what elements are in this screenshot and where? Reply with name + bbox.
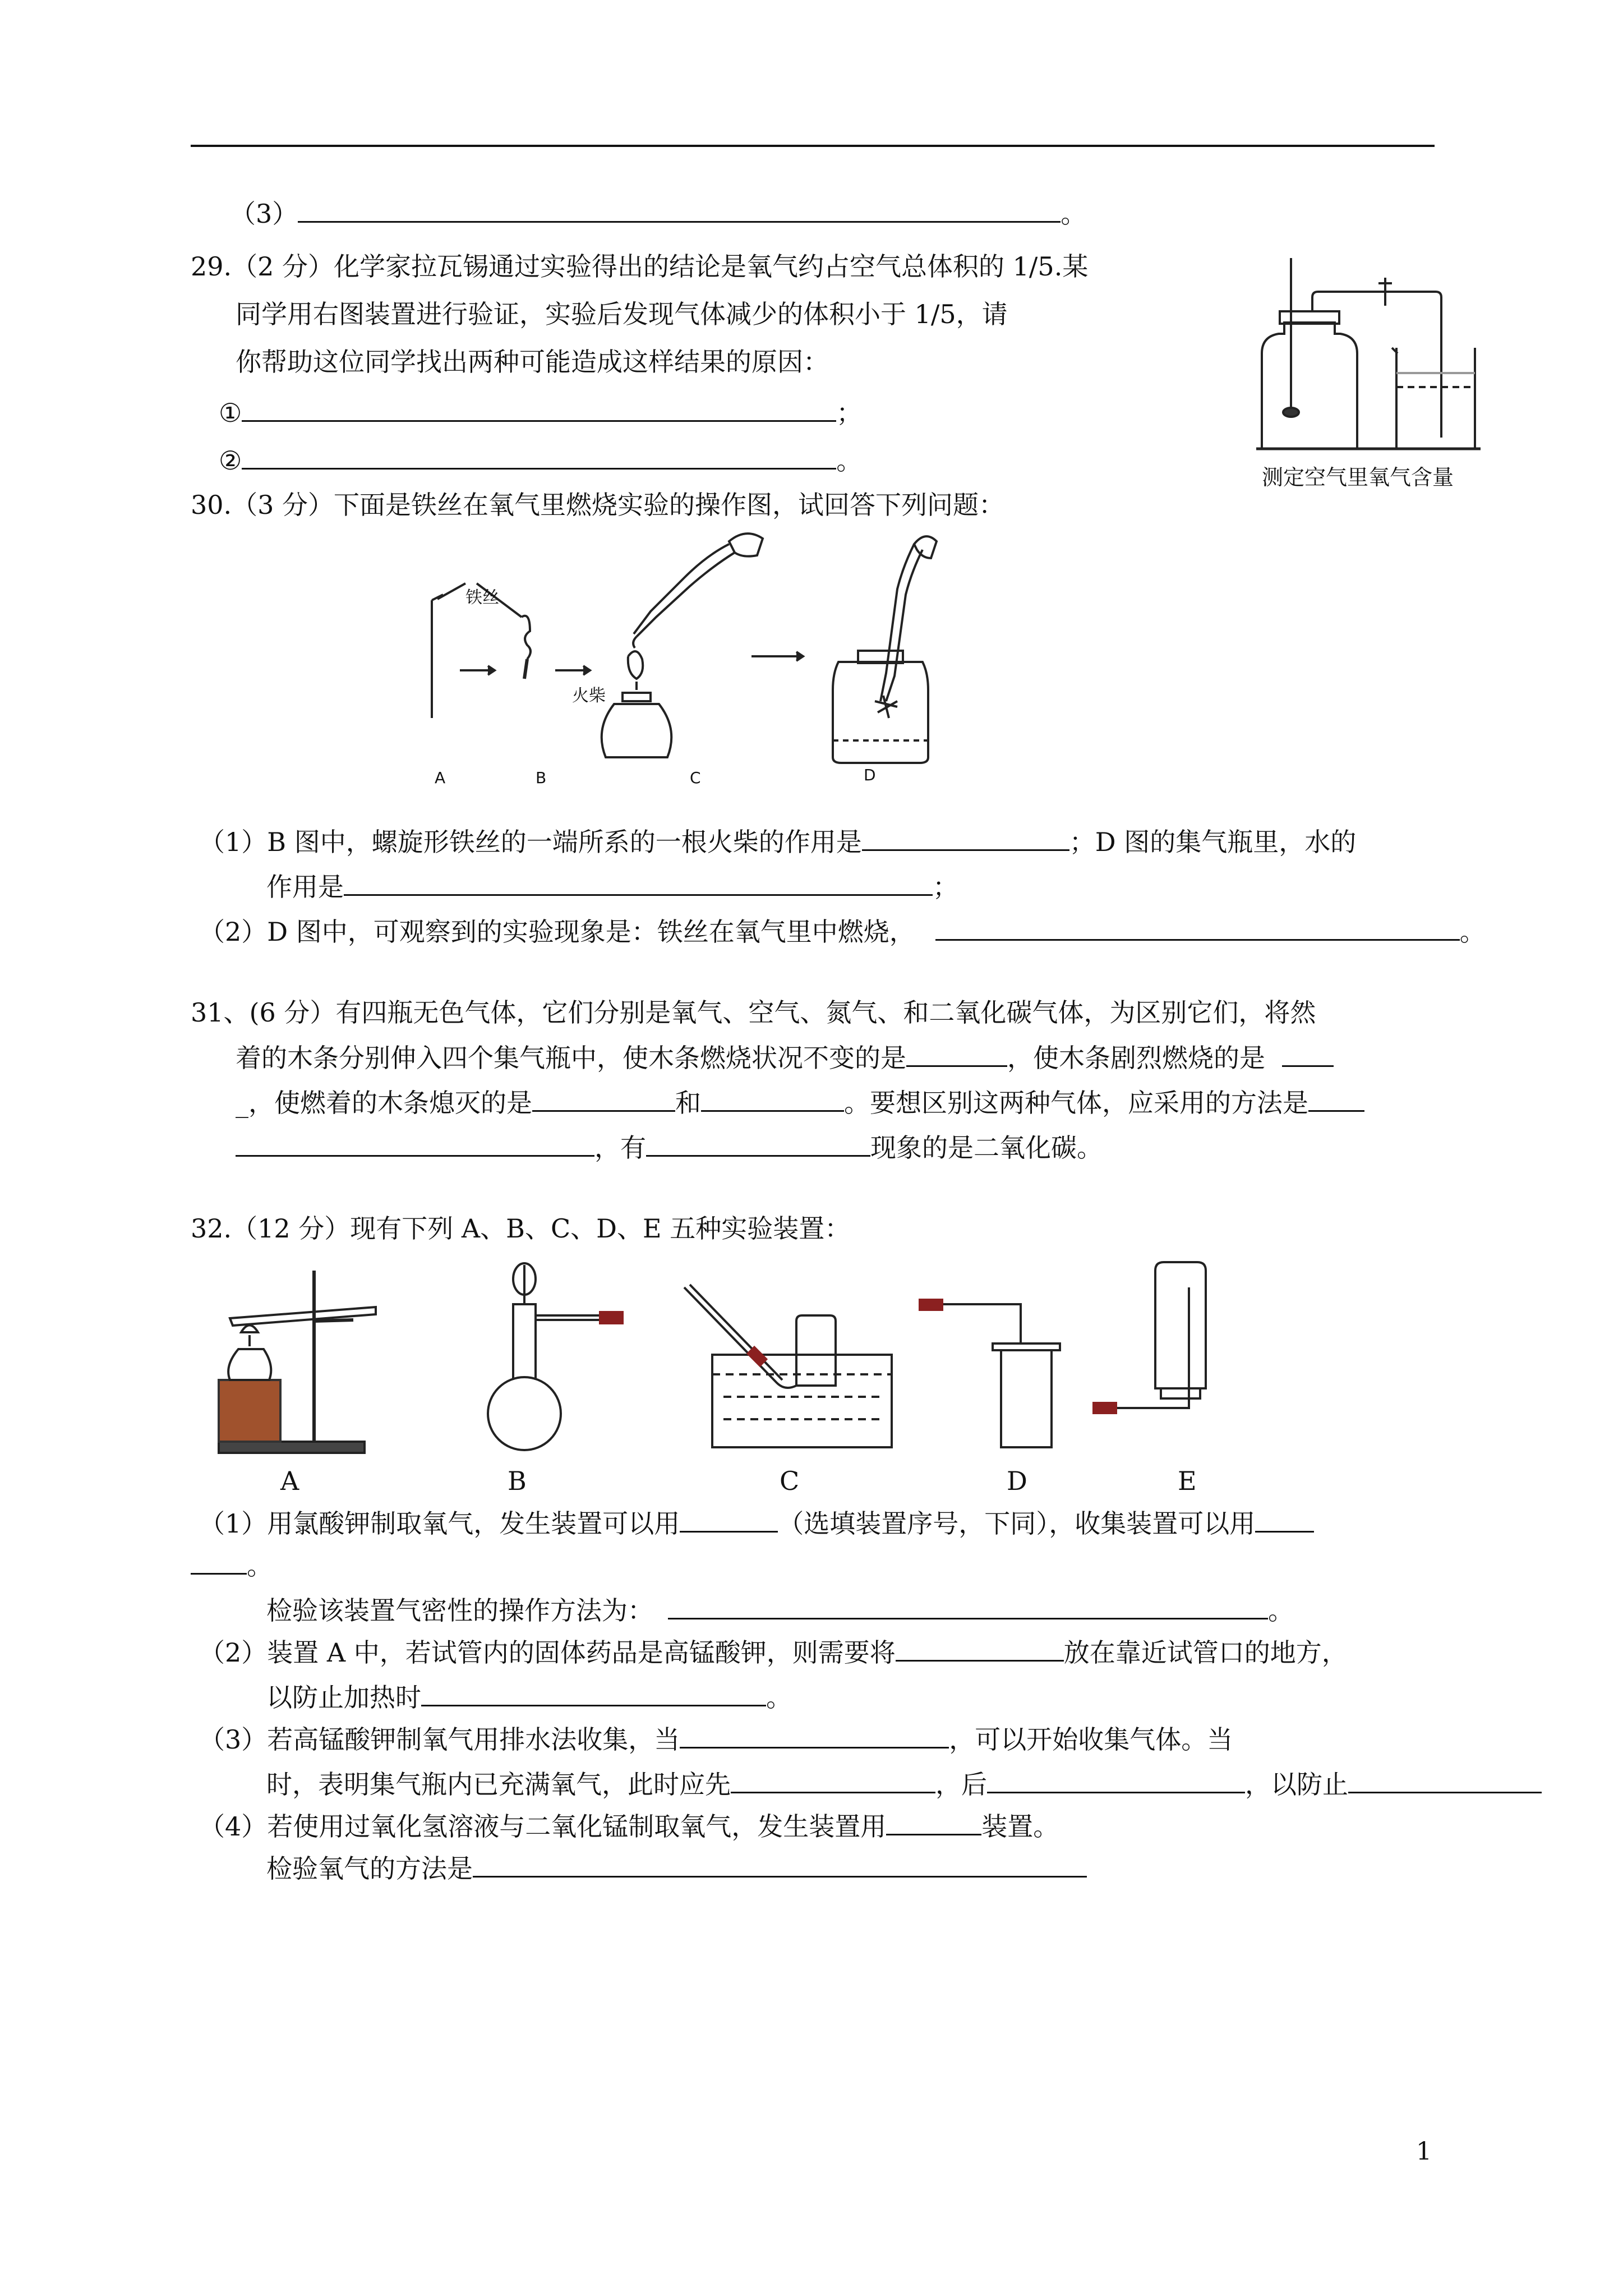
q32-blank1 <box>680 1506 778 1533</box>
q32-blank9 <box>987 1767 1245 1793</box>
q28-blank <box>298 196 1061 223</box>
q31-blank2 <box>1282 1041 1334 1067</box>
q32-blank3 <box>191 1548 247 1575</box>
apparatus-label-b: B <box>508 1466 527 1496</box>
q32-blank2 <box>1255 1506 1314 1533</box>
q30-title: 30.（3 分）下面是铁丝在氧气里燃烧实验的操作图，试回答下列问题： <box>191 490 1005 520</box>
q32-title: 32.（12 分）现有下列 A、B、C、D、E 五种实验装置： <box>191 1213 851 1244</box>
fig-letter-b: B <box>536 769 547 787</box>
q32-p3-line2: 时，表明集气瓶内已充满氧气，此时应先 ，后 ，以防止 <box>266 1767 1542 1801</box>
q29-item1: ① ； <box>219 395 862 430</box>
q32-blank10 <box>1348 1767 1542 1793</box>
q31-line2: 着的木条分别伸入四个集气瓶中，使木条燃烧状况不变的是 ，使木条剧烈燃烧的是 <box>236 1041 1334 1075</box>
apparatus-label-e: E <box>1178 1466 1197 1496</box>
q29-line1: 29.（2 分）化学家拉瓦锡通过实验得出的结论是氧气约占空气总体积的 1/5.某 <box>191 251 1089 282</box>
fig-letter-d: D <box>864 766 876 784</box>
q32-blank7 <box>680 1722 949 1749</box>
apparatus-label-c: C <box>780 1466 800 1496</box>
q32-blank11 <box>886 1809 981 1835</box>
lab-apparatus-figure <box>208 1254 1301 1461</box>
q29-line2: 同学用右图装置进行验证，实验后发现气体减少的体积小于 1/5，请 <box>236 299 1008 329</box>
q32-p2-line2: 以防止加热时 。 <box>266 1680 792 1714</box>
q28-line: （3） 。 <box>230 196 1086 231</box>
q31-line4: ，有 现象的是二氧化碳。 <box>236 1130 1103 1165</box>
q32-blank12 <box>473 1851 1087 1878</box>
q32-p1-line2: 。 <box>191 1548 273 1582</box>
fig-letter-c: C <box>690 769 701 787</box>
q31-blank7 <box>646 1130 870 1157</box>
q28-label: （3） <box>230 199 298 229</box>
q31-line3: _，使燃着的木条熄灭的是 和 。要想区别这两种气体，应采用的方法是 <box>236 1085 1364 1120</box>
header-rule <box>191 145 1435 147</box>
q32-blank8 <box>731 1767 935 1793</box>
q30-p2: （2）D 图中，可观察到的实验现象是：铁丝在氧气里中燃烧， 。 <box>199 914 1486 949</box>
q32-p4-line1: （4）若使用过氧化氢溶液与二氧化锰制取氧气，发生装置用 装置。 <box>199 1809 1059 1843</box>
q29-blank2 <box>242 443 836 470</box>
q31-line1: 31、(6 分）有四瓶无色气体，它们分别是氧气、空气、氮气、和二氧化碳气体，为区别它们，将然 <box>191 997 1316 1028</box>
q30-blank2 <box>344 869 933 896</box>
q30-blank3 <box>935 914 1460 941</box>
q30-blank1 <box>862 825 1069 851</box>
label-match: 火柴 <box>572 686 606 706</box>
fig-letter-a: A <box>435 769 446 787</box>
q31-blank1 <box>906 1041 1007 1067</box>
q32-p3-line1: （3）若高锰酸钾制氧气用排水法收集，当 ，可以开始收集气体。当 <box>199 1722 1233 1756</box>
q32-p2-line1: （2）装置 A 中，若试管内的固体药品是高锰酸钾，则需要将 放在靠近试管口的地方， <box>199 1635 1348 1669</box>
label-iron-wire: 铁丝 <box>465 588 499 608</box>
q30-p1-line1: （1）B 图中，螺旋形铁丝的一端所系的一根火柴的作用是 ；D 图的集气瓶里，水的 <box>199 825 1356 859</box>
page-number: 1 <box>1416 2137 1432 2166</box>
q32-p4-line2: 检验氧气的方法是 <box>266 1851 1087 1885</box>
q32-p1-line3: 检验该装置气密性的操作方法为： 。 <box>266 1593 1294 1627</box>
q29-blank1 <box>242 395 836 422</box>
q32-blank6 <box>421 1680 766 1706</box>
q32-p1-line1: （1）用氯酸钾制取氧气，发生装置可以用 （选填装置序号，下同），收集装置可以用 <box>199 1506 1314 1540</box>
figure-caption: 测定空气里氧气含量 <box>1262 465 1454 490</box>
q31-blank4 <box>701 1085 844 1112</box>
q29-line3: 你帮助这位同学找出两种可能造成这样结果的原因： <box>236 347 829 377</box>
q30-p1-line2: 作用是 ； <box>266 869 958 904</box>
q31-blank6 <box>236 1130 594 1157</box>
q32-blank5 <box>896 1635 1064 1662</box>
q29-item2: ② 。 <box>219 443 862 477</box>
apparatus-label-a: A <box>280 1466 299 1496</box>
iron-wire-combustion-figure <box>415 533 998 791</box>
q32-blank4 <box>668 1593 1268 1619</box>
q31-blank3 <box>532 1085 675 1112</box>
apparatus-label-d: D <box>1007 1466 1027 1496</box>
air-oxygen-apparatus-figure <box>1251 252 1486 488</box>
q31-blank5 <box>1308 1085 1364 1112</box>
